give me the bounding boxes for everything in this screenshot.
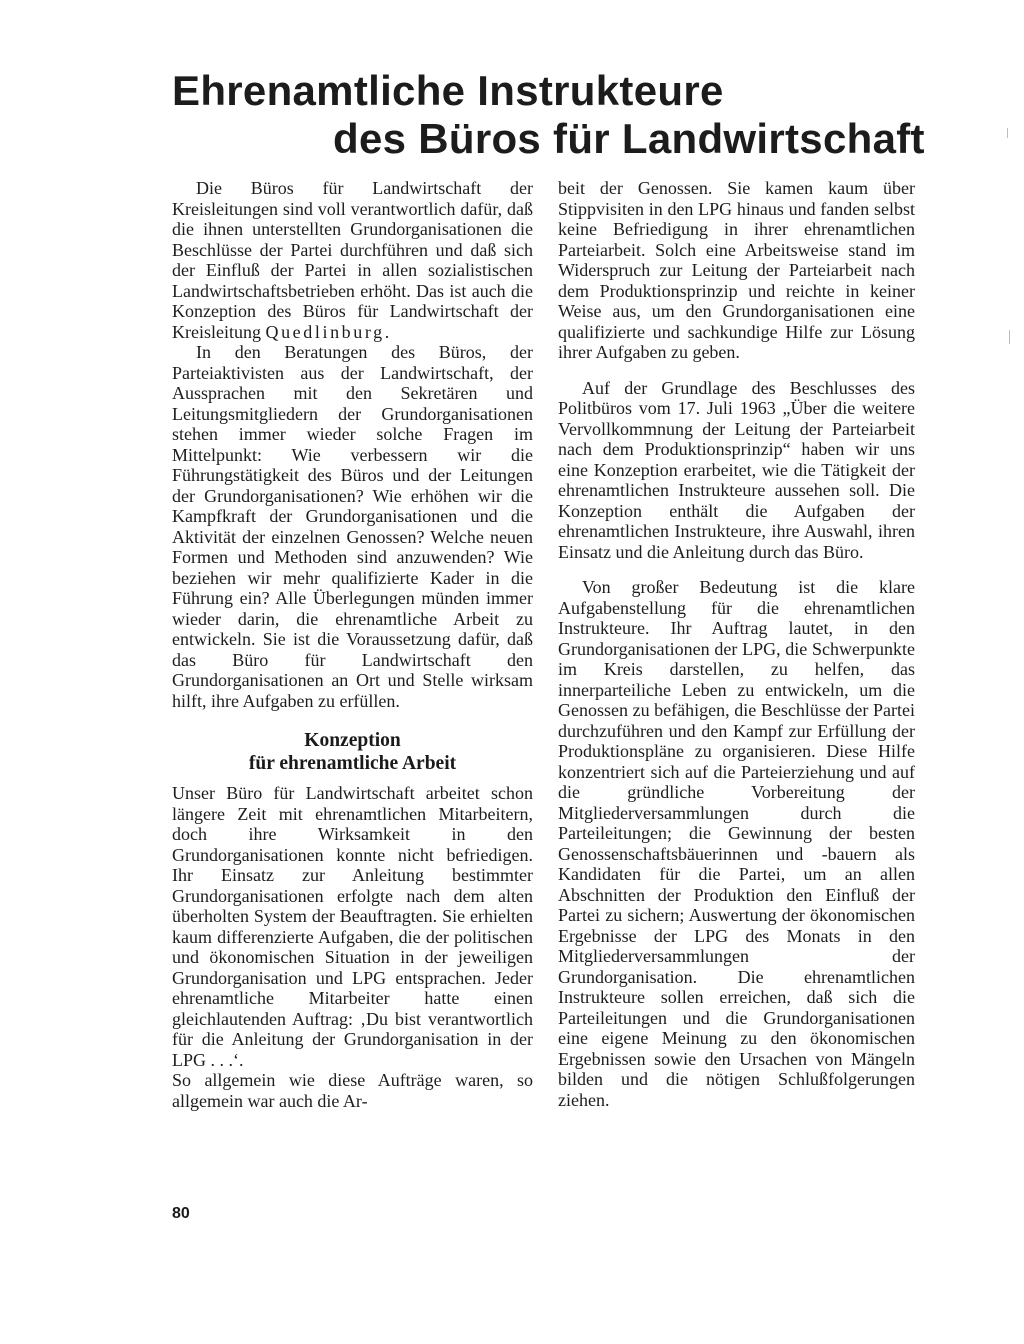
article-title-line-2: des Büros für Landwirtschaft xyxy=(333,115,925,162)
paragraph-bedeutung: Von großer Bedeutung ist die klare Aufgabenstellung für die ehrenamtlichen Instrukteure. Ihr Auftrag lautet, in den Grundorganisationen der LPG, die Schwerpunkte im Kreis darstellen, zu helfen, das innerparteiliche Leben zu entwickeln, um die Genossen zu befähigen, die Beschlüsse der Partei durchzuführen und den Kampf zur Erfüllung der Produktionspläne zu organisieren. Diese Hilfe konzentriert sich auf die Parteierziehung und auf die gründliche Vorbereitung der Mitgliederversammlungen durch die Parteileitungen; die Gewinnung der besten Genossenschaftsbäuerinnen und -bauern als Kandidaten für die Partei, um an allen Abschnitten der Produktion den Einfluß der Partei zu sichern; Auswertung der ökonomischen Ergebnisse der LPG des Monats in den Mitgliederversammlungen der Grundorganisation. Die ehrenamtlichen Instrukteure sollen erreichen, daß sich die Parteileitungen und die Grundorganisationen eine eigene Meinung zu den ökonomischen Ergebnissen sowie den Ursachen von Mängeln bilden und die nötigen Schlußfolgerungen ziehen. xyxy=(558,577,915,1110)
paragraph-unser-buero: Unser Büro für Landwirtschaft arbeitet schon längere Zeit mit ehrenamtlichen Mitarbeitern, doch ihre Wirksamkeit in den Grundorganisationen konnte nicht befriedigen. Ihr Einsatz zur Anleitung bestimmter Grundorganisationen erfolgte nach dem alten überholten System der Beauftragten. Sie erhielten kaum differenzierte Aufgaben, die der politischen und ökonomischen Situation in der jeweiligen Grundorganisation und LPG entsprachen. Jeder ehrenamtliche Mitarbeiter hatte einen gleichlautenden Auftrag: ‚Du bist verantwortlich für die Anleitung der Grundorganisation in der LPG . . .‘. xyxy=(172,783,533,1070)
paragraph-beratungen: In den Beratungen des Büros, der Parteiaktivisten aus der Landwirtschaft, der Aussprachen mit den Sekretären und Leitungsmitgliedern der Grundorganisationen stehen immer wieder solche Fragen im Mittelpunkt: Wie verbessern wir die Führungstätigkeit des Büros und der Leitungen der Grundorganisationen? Wie erhöhen wir die Kampfkraft der Grundorganisationen und die Aktivität der einzelnen Genossen? Welche neuen Formen und Methoden sind anzuwenden? Wie beziehen wir mehr qualifizierte Kader in die Führung ein? Alle Überlegungen münden immer wieder darin, die ehrenamtliche Arbeit zu entwickeln. Sie ist die Voraussetzung dafür, daß das Büro für Landwirtschaft den Grundorganisationen an Ort und Stelle wirksam hilft, ihre Aufgaben zu erfüllen. xyxy=(172,342,533,711)
scan-artifact-mark xyxy=(1007,128,1008,138)
article-title-line-1: Ehrenamtliche Instrukteure xyxy=(172,67,724,114)
paragraph-intro-text: Die Büros für Landwirtschaft der Kreisleitungen sind voll verantwortlich dafür, daß die ihnen unterstellten Grundorganisationen die Beschlüsse der Partei durchführen und daß sich der Einfluß der Partei in allen sozialistischen Landwirtschaftsbetrieben erhöht. Das ist auch die Konzeption des Büros für Landwirtschaft der Kreisleitung xyxy=(172,178,533,342)
paragraph-intro-end: . xyxy=(384,321,390,342)
right-column xyxy=(558,178,915,1110)
paragraph-so-allgemein: So allgemein wie diese Aufträge waren, so allgemein war auch die Ar- xyxy=(172,1070,533,1111)
page-number: 80 xyxy=(172,1205,190,1222)
section-heading xyxy=(172,729,533,775)
paragraph-continuation: beit der Genossen. Sie kamen kaum über Stippvisiten in den LPG hinaus und fanden selbst keine Befriedigung in ihrer ehrenamtlichen Parteiarbeit. Solch eine Arbeitsweise stand im Widerspruch zur Leitung der Parteiarbeit nach dem Produktionsprinzip und reichte in keiner Weise aus, um den Grundorganisationen eine qualifizierte und sachkundige Hilfe zur Lösung ihrer Aufgaben zu geben. xyxy=(558,178,915,362)
paragraph-grundlage: Auf der Grundlage des Beschlusses des Politbüros vom 17. Juli 1963 „Über die weitere Vervollkommnung der Leitung der Parteiarbeit nach dem Produktionsprinzip“ haben wir uns eine Konzeption erarbeitet, wie die Tätigkeit der ehrenamtlichen Instrukteure aussehen soll. Die Konzeption enthält die Aufgaben der ehrenamtlichen Instrukteure, ihre Auswahl, ihren Einsatz und die Anleitung durch das Büro. xyxy=(558,377,915,562)
place-name: Quedlinburg xyxy=(265,321,385,342)
section-heading-line-2: für ehrenamtliche Arbeit xyxy=(248,753,457,774)
section-heading-line-1: Konzeption xyxy=(304,730,401,751)
paragraph-intro xyxy=(172,178,533,342)
scan-artifact-mark xyxy=(1009,330,1010,344)
left-column xyxy=(172,178,533,1111)
